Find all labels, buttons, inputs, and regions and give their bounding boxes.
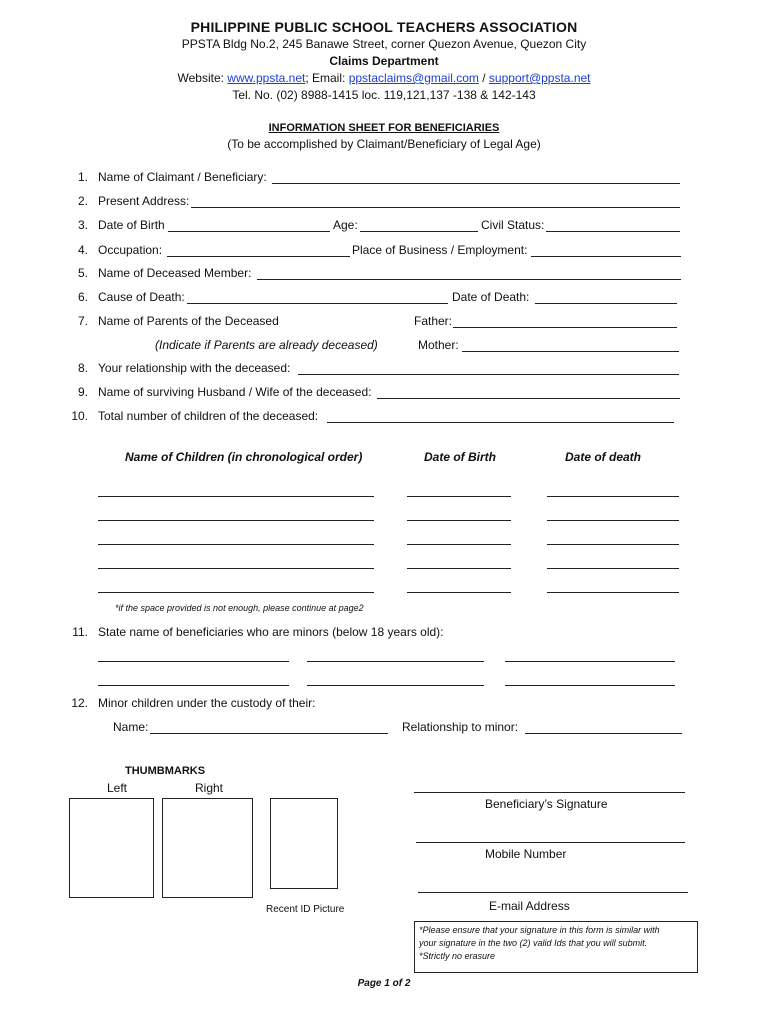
page-number: Page 1 of 2 [357, 978, 411, 989]
telephone-line: Tel. No. (02) 8988-1415 loc. 119,121,137 -138 & 142-143 [232, 88, 536, 102]
department-name: Claims Department [329, 54, 439, 68]
custody-name-field[interactable] [150, 733, 388, 734]
children-dod-header: Date of death [565, 450, 642, 464]
item-number-7: 7. [77, 314, 88, 328]
item-number-11: 11. [72, 625, 88, 639]
item-number-12: 12. [71, 696, 88, 710]
mobile-number-field[interactable] [416, 842, 685, 843]
website-label: Website: [177, 71, 228, 85]
form-subtitle: (To be accomplished by Claimant/Beneficiary of Legal Age) [227, 137, 541, 151]
item-number-1: 1. [77, 170, 88, 184]
deceased-member-field[interactable] [257, 279, 681, 280]
id-picture-label: Recent ID Picture [266, 904, 345, 915]
age-field[interactable] [360, 231, 478, 232]
children-continuation-note: *if the space provided is not enough, please continue at page2 [115, 603, 364, 613]
spouse-label: Name of surviving Husband / Wife of the deceased: [98, 385, 372, 399]
email-separator: / [478, 71, 489, 85]
child-name-field[interactable] [98, 544, 374, 545]
child-dod-field[interactable] [547, 544, 679, 545]
present-address-label: Present Address: [98, 194, 190, 208]
children-total-label: Total number of children of the deceased: [98, 409, 319, 423]
children-name-header: Name of Children (in chronological order) [125, 450, 363, 464]
minor-beneficiary-field[interactable] [307, 685, 484, 686]
notice-line: your signature in the two (2) valid Ids that you will submit. [419, 938, 648, 948]
beneficiary-signature-label: Beneficiary’s Signature [485, 797, 608, 811]
child-dod-field[interactable] [547, 592, 679, 593]
present-address-field[interactable] [191, 207, 680, 208]
item-number-9: 9. [77, 385, 88, 399]
claimant-name-field[interactable] [272, 183, 680, 184]
date-of-death-field[interactable] [535, 303, 677, 304]
form-title: INFORMATION SHEET FOR BENEFICIARIES [268, 122, 500, 134]
item-number-8: 8. [77, 361, 88, 375]
thumbmarks-title: THUMBMARKS [125, 765, 206, 777]
place-of-business-field[interactable] [531, 256, 681, 257]
left-thumb-label: Left [107, 781, 128, 795]
item-number-2: 2. [77, 194, 88, 208]
email-address-field[interactable] [418, 892, 688, 893]
minor-beneficiaries-label: State name of beneficiaries who are minors (below 18 years old): [98, 625, 444, 639]
children-total-field[interactable] [327, 422, 674, 423]
minor-beneficiary-field[interactable] [307, 661, 484, 662]
child-dod-field[interactable] [547, 520, 679, 521]
civil-status-label: Civil Status: [481, 218, 545, 232]
notice-line: *Strictly no erasure [419, 951, 496, 961]
deceased-member-label: Name of Deceased Member: [98, 266, 252, 280]
occupation-label: Occupation: [98, 243, 163, 257]
relationship-field[interactable] [298, 374, 679, 375]
claimant-name-label: Name of Claimant / Beneficiary: [98, 170, 267, 184]
item-number-3: 3. [77, 218, 88, 232]
parents-note: (Indicate if Parents are already deceased) [155, 338, 378, 352]
item-number-6: 6. [77, 290, 88, 304]
cause-of-death-label: Cause of Death: [98, 290, 185, 304]
claims-email-link[interactable]: ppstaclaims@gmail.com [348, 71, 479, 85]
minor-beneficiary-field[interactable] [98, 685, 289, 686]
date-of-birth-field[interactable] [168, 231, 330, 232]
child-name-field[interactable] [98, 568, 374, 569]
beneficiary-signature-field[interactable] [414, 792, 685, 793]
age-label: Age: [333, 218, 358, 232]
signature-notice-box [414, 921, 698, 973]
mother-label: Mother: [418, 338, 459, 352]
organization-address: PPSTA Bldg No.2, 245 Banawe Street, corner Quezon Avenue, Quezon City [181, 37, 587, 51]
right-thumbmark-box[interactable] [162, 798, 253, 898]
email-label: ; Email: [305, 71, 349, 85]
cause-of-death-field[interactable] [187, 303, 448, 304]
father-label: Father: [414, 314, 453, 328]
support-email-link[interactable]: support@ppsta.net [488, 71, 591, 85]
civil-status-field[interactable] [546, 231, 680, 232]
occupation-field[interactable] [167, 256, 350, 257]
father-field[interactable] [453, 327, 677, 328]
child-name-field[interactable] [98, 496, 374, 497]
child-name-field[interactable] [98, 520, 374, 521]
child-dob-field[interactable] [407, 544, 511, 545]
date-of-death-label: Date of Death: [452, 290, 530, 304]
child-name-field[interactable] [98, 592, 374, 593]
left-thumbmark-box[interactable] [69, 798, 154, 898]
spouse-field[interactable] [377, 398, 680, 399]
place-of-business-label: Place of Business / Employment: [352, 243, 528, 257]
item-number-10: 10. [71, 409, 88, 423]
date-of-birth-label: Date of Birth [98, 218, 165, 232]
mobile-number-label: Mobile Number [485, 847, 567, 861]
minor-beneficiary-field[interactable] [505, 685, 675, 686]
child-dob-field[interactable] [407, 592, 511, 593]
children-dob-header: Date of Birth [424, 450, 496, 464]
relationship-label: Your relationship with the deceased: [98, 361, 291, 375]
notice-line: *Please ensure that your signature in this form is similar with [419, 925, 660, 935]
child-dob-field[interactable] [407, 520, 511, 521]
organization-name: PHILIPPINE PUBLIC SCHOOL TEACHERS ASSOCIATION [190, 19, 578, 35]
item-number-4: 4. [77, 243, 88, 257]
email-address-label: E-mail Address [489, 899, 570, 913]
parents-label: Name of Parents of the Deceased [98, 314, 279, 328]
child-dod-field[interactable] [547, 496, 679, 497]
child-dob-field[interactable] [407, 496, 511, 497]
right-thumb-label: Right [195, 781, 224, 795]
contact-line [0, 71, 768, 85]
minor-beneficiary-field[interactable] [98, 661, 289, 662]
relationship-to-minor-label: Relationship to minor: [402, 720, 519, 734]
website-link[interactable]: www.ppsta.net [227, 71, 306, 85]
id-picture-box[interactable] [270, 798, 338, 889]
child-dob-field[interactable] [407, 568, 511, 569]
relationship-to-minor-field[interactable] [525, 733, 682, 734]
custody-name-label: Name: [113, 720, 149, 734]
child-dod-field[interactable] [547, 568, 679, 569]
mother-field[interactable] [462, 351, 679, 352]
item-number-5: 5. [77, 266, 88, 280]
custody-label: Minor children under the custody of their: [98, 696, 316, 710]
minor-beneficiary-field[interactable] [505, 661, 675, 662]
